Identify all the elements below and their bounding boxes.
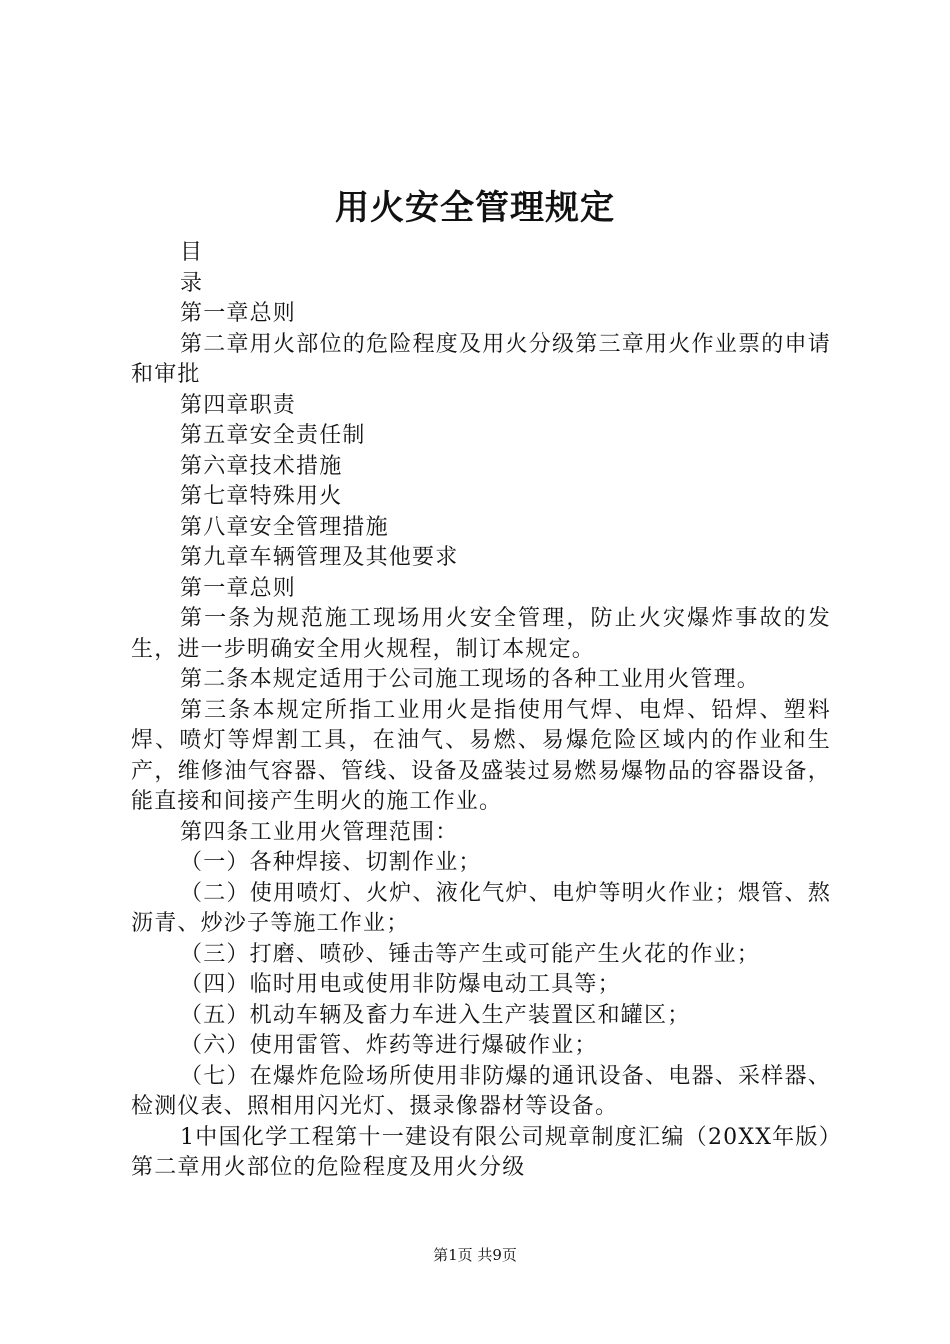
paragraph: 目: [180, 240, 204, 265]
paragraph: （一）各种焊接、切割作业；: [180, 850, 482, 875]
paragraph: 第四条工业用火管理范围：: [180, 819, 459, 845]
paragraph: （五）机动车辆及畜力车进入生产装置区和罐区；: [180, 1002, 691, 1028]
paragraph: 第一条为规范施工现场用火安全管理，防止火灾爆炸事故的发生，进一步明确安全用火规程，制订本规定。: [131, 606, 831, 662]
document-body: [131, 238, 831, 1184]
paragraph: 录: [180, 270, 204, 296]
paragraph: （四）临时用电或使用非防爆电动工具等；: [180, 972, 621, 997]
paragraph: 第三条本规定所指工业用火是指使用气焊、电焊、铅焊、塑料焊、喷灯等焊割工具，在油气、易燃、易爆危险区域内的作业和生产，维修油气容器、管线、设备及盛装过易燃易爆物品的容器设备，能直接和间接产生明火的施工作业。: [131, 697, 831, 814]
paragraph: （六）使用雷管、炸药等进行爆破作业；: [180, 1033, 598, 1058]
document-title: 用火安全管理规定: [335, 188, 615, 228]
paragraph: （三）打磨、喷砂、锤击等产生或可能产生火花的作业；: [180, 941, 761, 967]
paragraph: 第二条本规定适用于公司施工现场的各种工业用火管理。: [180, 667, 761, 692]
paragraph: （二）使用喷灯、火炉、液化气炉、电炉等明火作业；煨管、熬沥青、炒沙子等施工作业；: [131, 880, 831, 936]
paragraph: （七）在爆炸危险场所使用非防爆的通讯设备、电器、采样器、检测仪表、照相用闪光灯、摄录像器材等设备。: [131, 1063, 831, 1119]
paragraph: 第七章特殊用火: [180, 484, 343, 509]
page-footer: 第1页 共9页: [433, 1246, 517, 1264]
paragraph: 第一章总则: [180, 575, 297, 601]
paragraph: 第六章技术措施: [180, 453, 343, 479]
paragraph: 第四章职责: [180, 392, 297, 418]
paragraph: 第五章安全责任制: [180, 423, 366, 448]
paragraph: 第九章车辆管理及其他要求: [180, 545, 459, 570]
paragraph: 第二章用火部位的危险程度及用火分级第三章用火作业票的申请和审批: [131, 331, 831, 387]
paragraph: 第八章安全管理措施: [180, 514, 389, 540]
paragraph: 1中国化学工程第十一建设有限公司规章制度汇编（20XX年版）第二章用火部位的危险程度及用火分级: [131, 1124, 831, 1180]
paragraph: 第一章总则: [180, 301, 297, 326]
